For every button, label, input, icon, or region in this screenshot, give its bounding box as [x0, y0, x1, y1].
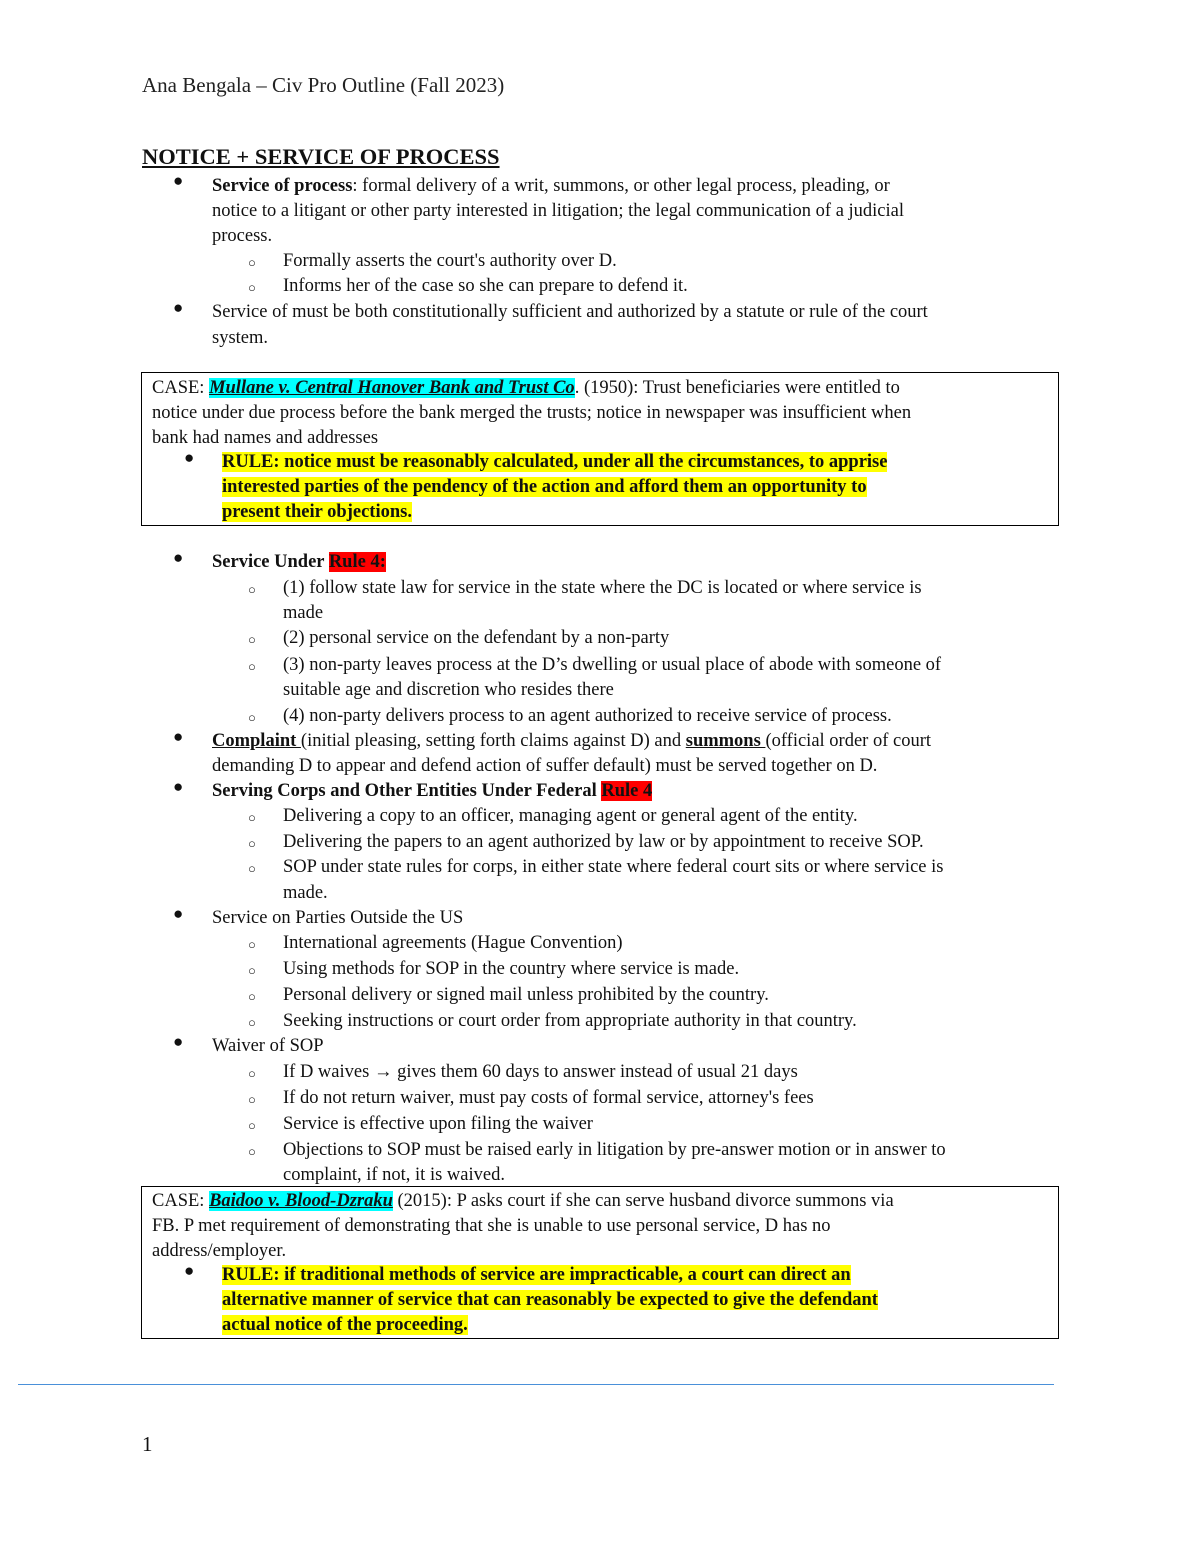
circle-bullet-icon: ○: [248, 632, 256, 647]
corps-s1: Delivering a copy to an officer, managing agent or general agent of the entity.: [283, 806, 858, 826]
circle-bullet-icon: ○: [248, 989, 256, 1004]
case2-rule-1: RULE: if traditional methods of service are impracticable, a court can direct an: [222, 1265, 851, 1285]
case1-rule-2: interested parties of the pendency of the action and afford them an opportunity to: [222, 477, 867, 497]
rule4-s2: (2) personal service on the defendant by a non-party: [283, 628, 670, 648]
outside-s2: Using methods for SOP in the country where service is made.: [283, 959, 740, 979]
outside-s1: International agreements (Hague Convention): [283, 933, 623, 953]
circle-bullet-icon: ○: [248, 582, 256, 597]
summons-term: summons: [685, 731, 766, 751]
intro-sop-line-2: notice to a litigant or other party interested in litigation; the legal communication of a judicial: [212, 201, 905, 221]
bullet-icon: ●: [173, 171, 184, 190]
intro-sop-line-3: process.: [212, 226, 273, 246]
waiver-s2: If do not return waiver, must pay costs of formal service, attorney's fees: [283, 1088, 814, 1108]
intro-sub-2: Informs her of the case so she can prepare to defend it.: [283, 276, 688, 296]
circle-bullet-icon: ○: [248, 1118, 256, 1133]
case2-line-3: address/employer.: [152, 1241, 287, 1261]
bullet-icon: ●: [173, 727, 184, 746]
waiver-s1: If D waives → gives them 60 days to answer instead of usual 21 days: [283, 1062, 798, 1082]
complaint-line-2: demanding D to appear and defend action of suffer default) must be served together on D.: [212, 756, 878, 776]
case-name-mullane: Mullane v. Central Hanover Bank and Trust Co: [209, 378, 575, 398]
corps-rule-tag: Rule 4: [601, 781, 653, 801]
corps-s3b: made.: [283, 883, 328, 903]
case2-rule-2: alternative manner of service that can reasonably be expected to give the defendant: [222, 1290, 878, 1310]
sop-term: Service of process: [212, 176, 353, 196]
right-arrow-icon: →: [373, 1062, 393, 1082]
corps-s2: Delivering the papers to an agent authorized by law or by appointment to receive SOP.: [283, 832, 924, 852]
case2-rule-3: actual notice of the proceeding.: [222, 1315, 468, 1335]
intro-sub-1: Formally asserts the court's authority over D.: [283, 251, 617, 271]
running-header: Ana Bengala – Civ Pro Outline (Fall 2023): [142, 73, 505, 97]
circle-bullet-icon: ○: [248, 710, 256, 725]
case1-line-2: notice under due process before the bank merged the trusts; notice in newspaper was insufficient when: [152, 403, 912, 423]
corps-s3a: SOP under state rules for corps, in either state where federal court sits or where service is: [283, 857, 944, 877]
case1-line-1: CASE: Mullane v. Central Hanover Bank and Trust Co. (1950): Trust beneficiaries were entitled to: [152, 378, 900, 398]
intro-req-2: system.: [212, 328, 269, 348]
case-name-baidoo: Baidoo v. Blood-Dzraku: [209, 1191, 393, 1211]
circle-bullet-icon: ○: [248, 280, 256, 295]
footer-divider: [18, 1384, 1054, 1385]
circle-bullet-icon: ○: [248, 255, 256, 270]
circle-bullet-icon: ○: [248, 861, 256, 876]
case2-line-2: FB. P met requirement of demonstrating that she is unable to use personal service, D has no: [152, 1216, 831, 1236]
complaint-term: Complaint: [212, 731, 301, 751]
case1-line-3: bank had names and addresses: [152, 428, 379, 448]
rule4-s3a: (3) non-party leaves process at the D’s dwelling or usual place of abode with someone of: [283, 655, 942, 675]
bullet-icon: ●: [173, 548, 184, 567]
rule4-s1a: (1) follow state law for service in the state where the DC is located or where service is: [283, 578, 922, 598]
circle-bullet-icon: ○: [248, 1144, 256, 1159]
rule4-s1b: made: [283, 603, 324, 623]
page-number: 1: [142, 1432, 153, 1456]
rule4-s4: (4) non-party delivers process to an agent authorized to receive service of process.: [283, 706, 892, 726]
case1-rule-3: present their objections.: [222, 502, 412, 522]
intro-sop-line-1: [212, 176, 890, 197]
waiver-s3: Service is effective upon filing the waiver: [283, 1114, 593, 1134]
case1-rule-1: RULE: notice must be reasonably calculated, under all the circumstances, to apprise: [222, 452, 888, 472]
bullet-icon: ●: [173, 904, 184, 923]
rule4-tag: Rule 4:: [328, 552, 386, 572]
case2-line-1: CASE: Baidoo v. Blood-Dzraku (2015): P asks court if she can serve husband divorce summons via: [152, 1191, 894, 1211]
bullet-icon: ●: [173, 777, 184, 796]
waiver-heading: Waiver of SOP: [212, 1036, 324, 1056]
waiver-s4a: Objections to SOP must be raised early in litigation by pre-answer motion or in answer to: [283, 1140, 946, 1160]
circle-bullet-icon: ○: [248, 836, 256, 851]
outside-s3: Personal delivery or signed mail unless prohibited by the country.: [283, 985, 769, 1005]
outside-s4: Seeking instructions or court order from appropriate authority in that country.: [283, 1011, 857, 1031]
bullet-icon: ●: [184, 1261, 195, 1280]
bullet-icon: ●: [184, 448, 195, 467]
circle-bullet-icon: ○: [248, 1015, 256, 1030]
circle-bullet-icon: ○: [248, 1092, 256, 1107]
bullet-icon: ●: [173, 298, 184, 317]
rule4-heading: Service Under Rule 4:: [212, 552, 386, 572]
rule4-s3b: suitable age and discretion who resides there: [283, 680, 614, 700]
bullet-icon: ●: [173, 1032, 184, 1051]
circle-bullet-icon: ○: [248, 963, 256, 978]
complaint-line-1: Complaint (initial pleasing, setting forth claims against D) and summons (official order of court: [212, 731, 932, 751]
waiver-s4b: complaint, if not, it is waived.: [283, 1165, 505, 1185]
circle-bullet-icon: ○: [248, 937, 256, 952]
circle-bullet-icon: ○: [248, 1066, 256, 1081]
intro-req-1: Service of must be both constitutionally sufficient and authorized by a statute or rule of the court: [212, 302, 928, 322]
section-title: NOTICE + SERVICE OF PROCESS: [142, 144, 500, 169]
outside-heading: Service on Parties Outside the US: [212, 908, 464, 928]
sop-def: : formal delivery of a writ, summons, or other legal process, pleading, or: [352, 176, 890, 196]
circle-bullet-icon: ○: [248, 659, 256, 674]
circle-bullet-icon: ○: [248, 810, 256, 825]
corps-heading: Serving Corps and Other Entities Under Federal Rule 4: [212, 781, 653, 801]
